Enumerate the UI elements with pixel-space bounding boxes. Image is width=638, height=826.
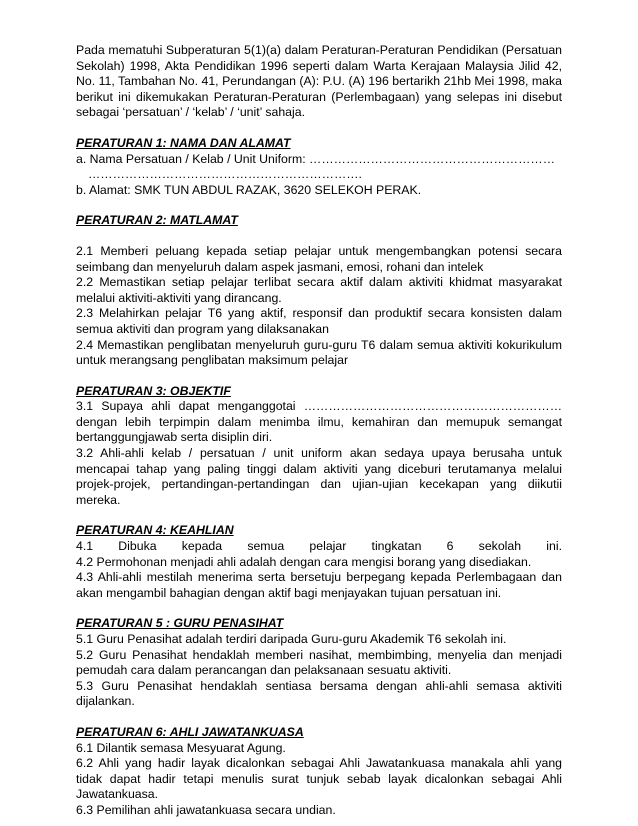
section-1-item-a: a. Nama Persatuan / Kelab / Unit Uniform: …………………………………………………… [76, 151, 555, 166]
section-5-item-2: 5.2 Guru Penasihat hendaklah memberi nasihat, membimbing, menyelia dan menjadi pemudah cara dalam perancangan dan pelaksanaan sesuatu aktiviti. [76, 647, 562, 678]
section-5-heading: PERATURAN 5 : GURU PENASIHAT [76, 616, 284, 631]
section-6-item-2: 6.2 Ahli yang hadir layak dicalonkan sebagai Ahli Jawatankuasa manakala ahli yang tidak dapat hadir tetapi menulis surat tunjuk sebab layak dicalonkan sebagai Ahli Jawatankuasa. [76, 756, 562, 802]
section-1-item-a-continuation: …………………………………………………………. [88, 167, 362, 182]
section-2-item-2: 2.2 Memastikan setiap pelajar terlibat secara aktif dalam aktiviti khidmat masyarakat melalui aktiviti-aktiviti yang dirancang. [76, 275, 562, 305]
section-4-item-2: 4.2 Permohonan menjadi ahli adalah dengan cara mengisi borang yang disediakan. [76, 554, 532, 569]
section-1-item-b: b. Alamat: SMK TUN ABDUL RAZAK, 3620 SELEKOH PERAK. [76, 182, 422, 197]
section-5-item-3: 5.3 Guru Penasihat hendaklah sentiasa bersama dengan ahli-ahli semasa aktiviti dijalankan. [76, 678, 562, 709]
section-6-heading: PERATURAN 6: AHLI JAWATANKUASA [76, 724, 304, 739]
section-4-heading: PERATURAN 4: KEAHLIAN [76, 523, 234, 538]
section-2-item-3: 2.3 Melahirkan pelajar T6 yang aktif, responsif dan produktif secara konsisten dalam semua aktiviti dan program yang dilaksanakan [76, 306, 562, 336]
section-2-item-4: 2.4 Memastikan penglibatan menyeluruh guru-guru T6 dalam semua aktiviti kokurikulum untuk merangsang penglibatan maksimum pelajar [76, 337, 562, 368]
section-6-item-3: 6.3 Pemilihan ahli jawatankuasa secara undian. [76, 802, 336, 817]
section-4-item-3: 4.3 Ahli-ahli mestilah menerima serta bersetuju berpegang kepada Perlembagaan dan akan mengambil bahagian dengan aktif bagi menjayakan tujuan persatuan ini. [76, 570, 562, 600]
section-2-heading: PERATURAN 2: MATLAMAT [76, 213, 238, 228]
section-1-heading: PERATURAN 1: NAMA DAN ALAMAT [76, 135, 291, 150]
section-3-item-2: 3.2 Ahli-ahli kelab / persatuan / unit uniform akan sedaya upaya berusaha untuk mencapai tahap yang paling tinggi dalam aktiviti yang diceburi terutamanya melalui projek-projek, pertandingan-pertandingan dan ujian-ujian kecekapan yang diikutii mereka. [76, 446, 562, 507]
section-5-item-1: 5.1 Guru Penasihat adalah terdiri daripada Guru-guru Akademik T6 sekolah ini. [76, 632, 507, 646]
intro-paragraph: Pada mematuhi Subperaturan 5(1)(a) dalam Peraturan-Peraturan Pendidikan (Persatuan Sekolah) 1998, Akta Pendidikan 1996 seperti dalam Warta Kerajaan Malaysia Jilid 42, No. 11, Tambahan No. 41, Perundangan (A): P.U. (A) 196 bertarikh 21hb Mei 1998, maka berikut ini dikemukakan Peraturan-Peraturan (Perlembagaan) yang selepas ini disebut sebagai ‘persatuan’ / ‘kelab’ / ‘unit’ sahaja. [76, 43, 562, 120]
section-4-item-1: 4.1 Dibuka kepada semua pelajar tingkatan 6 sekolah ini. [76, 539, 562, 554]
section-3-item-1: 3.1 Supaya ahli dapat menganggotai ……………………………………………………… dengan lebih terpimpin dalam menimba ilmu, kemahiran dan memupuk semangat bertanggungjawab serta disiplin diri. [76, 399, 562, 445]
section-3-heading: PERATURAN 3: OBJEKTIF [76, 383, 231, 398]
section-2-item-1: 2.1 Memberi peluang kepada setiap pelajar untuk mengembangkan potensi secara seimbang dan menyeluruh dalam aspek jasmani, emosi, rohani dan intelek [76, 243, 562, 274]
section-6-item-1: 6.1 Dilantik semasa Mesyuarat Agung. [76, 740, 286, 755]
